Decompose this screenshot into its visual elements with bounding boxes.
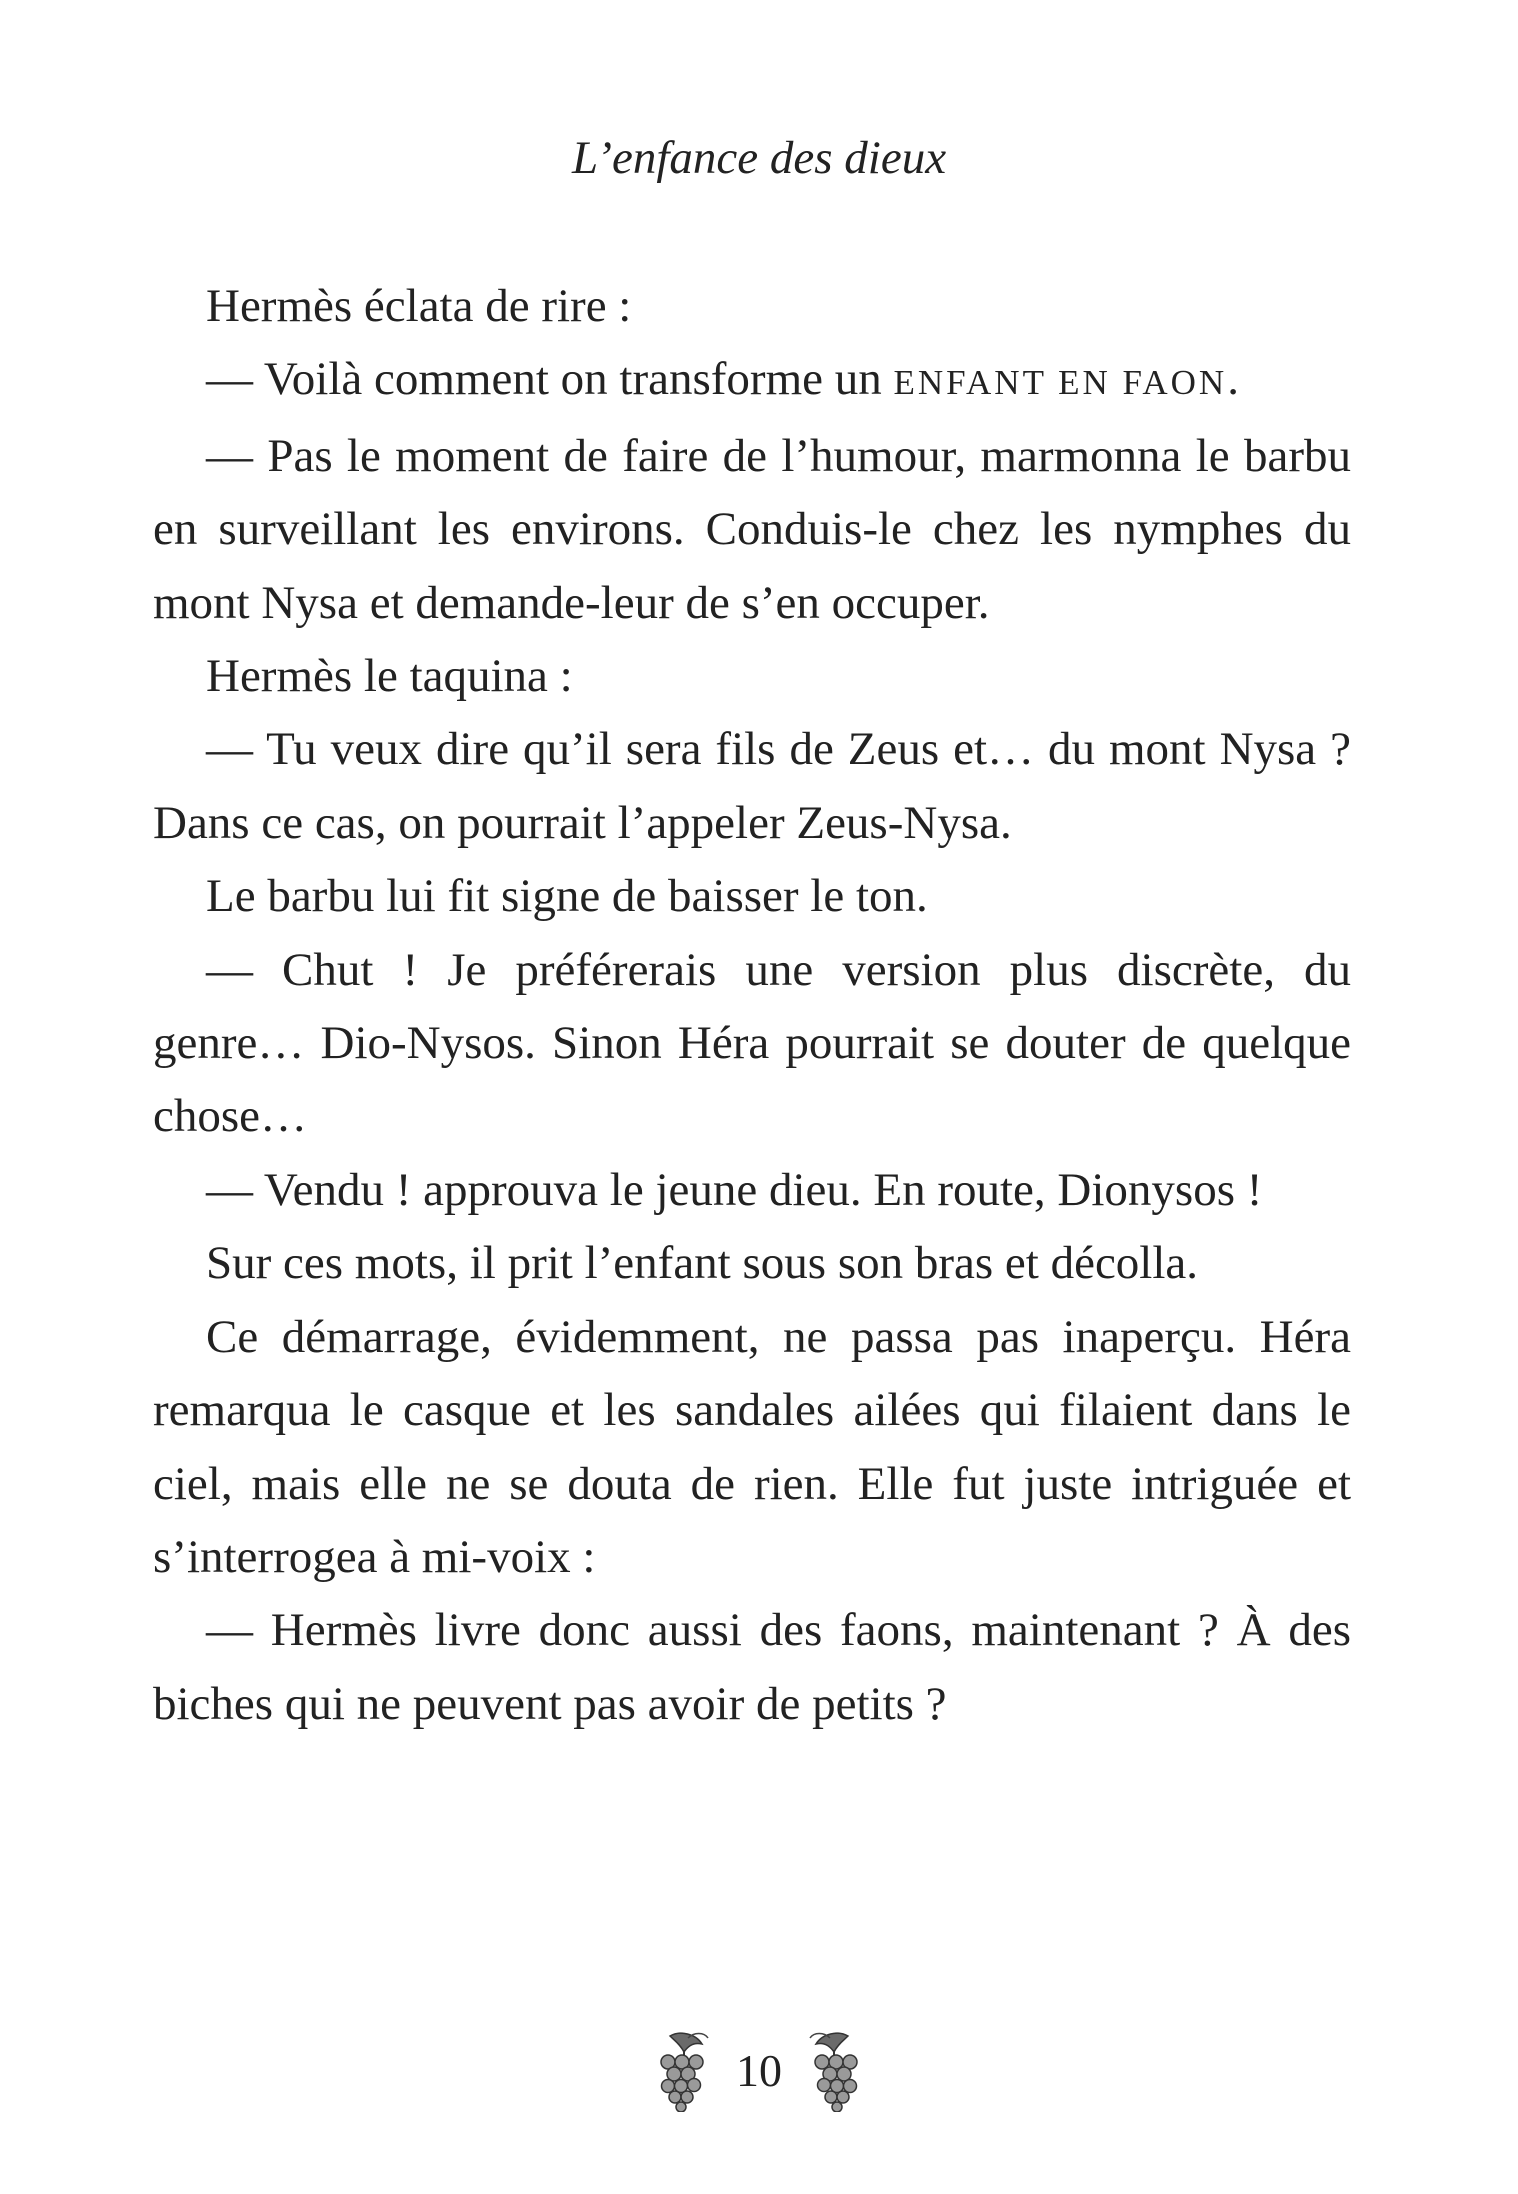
paragraph-2-small-caps: ENFANT EN FAON bbox=[893, 363, 1228, 403]
grape-cluster-icon bbox=[804, 2030, 868, 2112]
page-footer bbox=[0, 2030, 1518, 2112]
paragraph-9: Sur ces mots, il prit l’enfant sous son bras et décolla. bbox=[206, 1237, 1199, 1290]
paragraph-2-period: . bbox=[1227, 353, 1239, 406]
paragraph-7: — Chut ! Je préférerais une version plus discrète, du genre… Dio-Nysos. Sinon Héra pourrait se douter de quelque chose… bbox=[153, 943, 1351, 1143]
paragraph-2 bbox=[153, 343, 1351, 419]
paragraph-2-text: — Voilà comment on transforme un bbox=[206, 353, 894, 406]
paragraph-10: Ce démarrage, évidemment, ne passa pas inaperçu. Héra remarqua le casque et les sandales ailées qui filaient dans le ciel, mais elle ne se douta de rien. Elle fut juste intriguée et s’interrogea à mi-voix : bbox=[153, 1310, 1351, 1583]
paragraph-3: — Pas le moment de faire de l’humour, marmonna le barbu en surveillant les environs. Conduis-le chez les nymphes du mont Nysa et demande-leur de s’en occuper. bbox=[153, 429, 1351, 629]
paragraph-5: — Tu veux dire qu’il sera fils de Zeus et… du mont Nysa ? Dans ce cas, on pourrait l’appeler Zeus-Nysa. bbox=[153, 723, 1351, 849]
paragraph-4: Hermès le taquina : bbox=[206, 650, 573, 703]
paragraph-1: Hermès éclata de rire : bbox=[206, 280, 632, 332]
body-text bbox=[153, 270, 1351, 1741]
paragraph-8: — Vendu ! approuva le jeune dieu. En route, Dionysos ! bbox=[206, 1163, 1263, 1216]
running-head-title: L’enfance des dieux bbox=[571, 132, 947, 184]
page-number: 10 bbox=[736, 2045, 782, 2096]
grape-cluster-icon bbox=[650, 2030, 714, 2112]
paragraph-6: Le barbu lui fit signe de baisser le ton. bbox=[206, 870, 928, 923]
paragraph-11: — Hermès livre donc aussi des faons, maintenant ? À des biches qui ne peuvent pas avoir de petits ? bbox=[153, 1604, 1351, 1730]
